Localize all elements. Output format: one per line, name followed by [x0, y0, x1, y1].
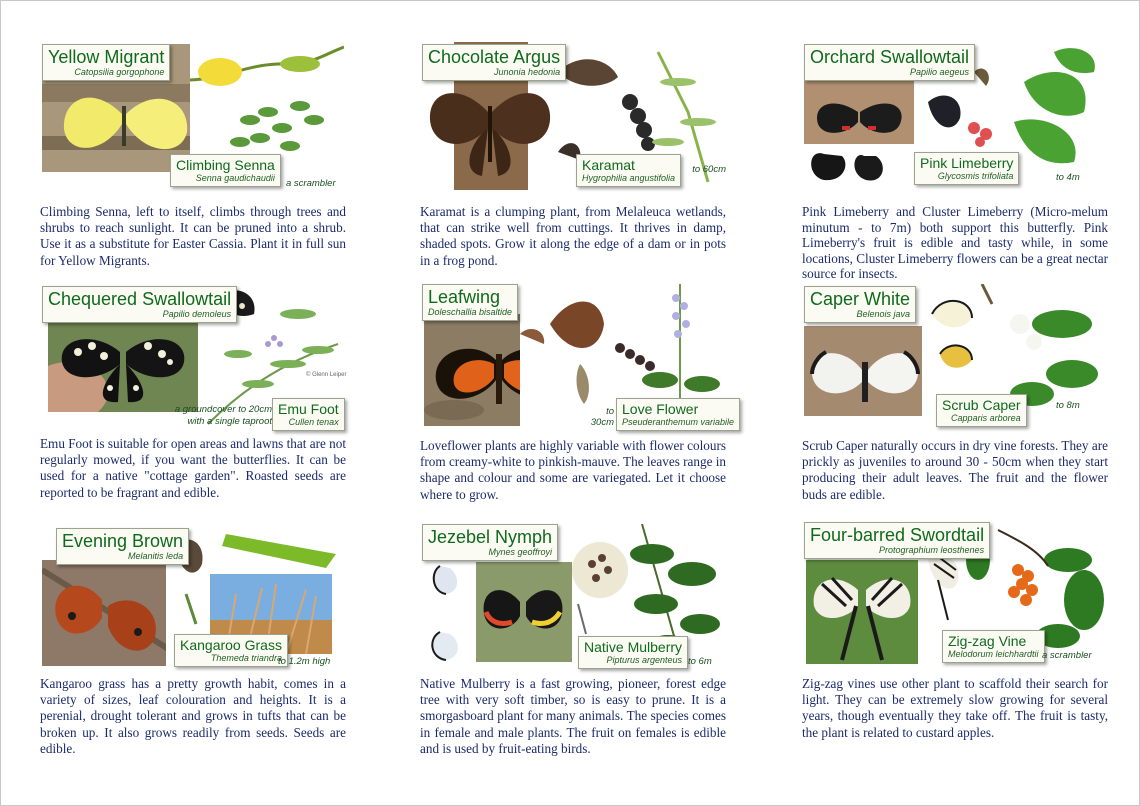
plant-scientific-name: Pipturus argenteus: [606, 655, 683, 665]
butterfly-photo: [804, 326, 928, 416]
butterfly-common-name: Four-barred Swordtail: [810, 525, 985, 545]
plant-scientific-name: Pseuderanthemum variabile: [622, 417, 735, 427]
butterfly-label: [422, 44, 566, 81]
plant-size-note: a scrambler: [1042, 650, 1092, 661]
plant-size-note: to 30cm: [590, 406, 614, 428]
butterfly-label: [804, 522, 990, 559]
card-description: Climbing Senna, left to itself, climbs through trees and shrubs to reach sunlight. It can be pruned into a shrub. Use it as a substitute for Easter Cassia. Plant it in full sun for Yellow Migrants.: [40, 204, 346, 268]
plant-label: [272, 398, 345, 431]
plant-common-name: Native Mulberry: [584, 639, 683, 655]
plant-label: [942, 630, 1045, 663]
photo-collage: [802, 520, 1108, 670]
butterfly-common-name: Jezebel Nymph: [428, 527, 553, 547]
plant-label: [576, 154, 681, 187]
plant-size-note: a scrambler: [286, 178, 336, 189]
butterfly-label: [56, 528, 189, 565]
plant-common-name: Scrub Caper: [942, 397, 1021, 413]
plant-common-name: Zig-zag Vine: [948, 633, 1027, 649]
plant-scientific-name: Melodorum leichhardtii: [948, 649, 1039, 659]
photo-collage: [802, 284, 1108, 434]
plant-size-note: to 6m: [688, 656, 712, 667]
butterfly-label: [804, 286, 916, 323]
photo-collage: [420, 42, 726, 192]
butterfly-common-name: Leafwing: [428, 287, 501, 307]
plant-label: [936, 394, 1027, 427]
butterfly-label: [422, 284, 518, 321]
butterfly-common-name: Caper White: [810, 289, 911, 309]
card-description: Kangaroo grass has a pretty growth habit, comes in a variety of sizes, leaf colouration and heights. It is a perenial, drought tolerant and grows in tufts that can be broken up. It also grows readily from seeds. Seeds are edible.: [40, 676, 346, 756]
card-description: Karamat is a clumping plant, from Melaleuca wetlands, that can strike well from cuttings. It thrives in damp, shaded spots. Grow it along the edge of a dam or in pots in a frog pond.: [420, 204, 726, 268]
butterfly-scientific-name: Junonia hedonia: [494, 67, 561, 77]
butterfly-scientific-name: Catopsilia gorgophone: [74, 67, 165, 77]
butterfly-common-name: Chequered Swallowtail: [48, 289, 232, 309]
plant-common-name: Emu Foot: [278, 401, 339, 417]
butterfly-photo: [420, 552, 572, 672]
plant-label: [616, 398, 740, 431]
butterfly-scientific-name: Belenois java: [856, 309, 911, 319]
butterfly-label: [42, 44, 170, 81]
butterfly-common-name: Yellow Migrant: [48, 47, 165, 67]
plant-scientific-name: Cullen tenax: [288, 417, 339, 427]
photo-collage: [40, 524, 346, 674]
plant-size-note: to 4m: [1056, 172, 1080, 183]
plant-label: [914, 152, 1019, 185]
plant-size-note: to 60cm: [692, 164, 726, 175]
photo-collage: [802, 42, 1108, 192]
plant-scientific-name: Hygrophilia angustifolia: [582, 173, 676, 183]
card-description: Zig-zag vines use other plant to scaffold their search for light. They can be extremely slow growing for several years, though eventually they take off. The fruit is tasty, the plant is related to custard apples.: [802, 676, 1108, 740]
plant-common-name: Kangaroo Grass: [180, 637, 282, 653]
butterfly-photo: [42, 560, 170, 666]
butterfly-scientific-name: Melanitis leda: [128, 551, 184, 561]
card-description: Pink Limeberry and Cluster Limeberry (Micro-melum minutum - to 7m) both support this butterfly. Pink Limeberry's fruit is edible and tasty while, in some locations, Cluster Limeberry flowers can be a great nectar source for insects.: [802, 204, 1108, 282]
plant-size-note: a groundcover to 20cm with a single taproot: [174, 404, 272, 427]
plant-common-name: Love Flower: [622, 401, 699, 417]
butterfly-scientific-name: Papilio demoleus: [162, 309, 232, 319]
butterfly-scientific-name: Doleschallia bisaltide: [428, 307, 513, 317]
plant-label: [578, 636, 688, 669]
photo-collage: [40, 42, 346, 192]
photo-collage: [40, 284, 346, 434]
plant-common-name: Karamat: [582, 157, 635, 173]
plant-scientific-name: Glycosmis trifoliata: [937, 171, 1014, 181]
butterfly-common-name: Orchard Swallowtail: [810, 47, 970, 67]
plant-size-note: to 8m: [1056, 400, 1080, 411]
photo-credit: © Glenn Leiper: [306, 372, 347, 378]
butterfly-scientific-name: Mynes geoffroyi: [488, 547, 553, 557]
card-description: Emu Foot is suitable for open areas and lawns that are not regularly mowed, if you want the butterflies. It can be used for a native "cottage garden". Roasted seeds are reported to be fragrant and edible.: [40, 436, 346, 500]
plant-label: [174, 634, 288, 667]
plant-scientific-name: Senna gaudichaudii: [195, 173, 275, 183]
photo-collage: [420, 284, 735, 434]
butterfly-scientific-name: Protographium leosthenes: [879, 545, 985, 555]
plant-label: [170, 154, 281, 187]
photo-collage: [420, 524, 726, 674]
butterfly-label: [804, 44, 975, 81]
plant-size-note: to 1.2m high: [278, 656, 331, 667]
butterfly-label: [42, 286, 237, 323]
butterfly-label: [422, 524, 558, 561]
card-description: Native Mulberry is a fast growing, pioneer, forest edge tree with very soft timber, so is easy to prune. It is a smorgasboard plant for many animals. The species comes in female and male plants. The fruit on females is edible and is used by fruit-eating birds.: [420, 676, 726, 756]
butterfly-common-name: Evening Brown: [62, 531, 184, 551]
card-description: Scrub Caper naturally occurs in dry vine forests. They are prickly as juveniles to around 30 - 50cm when they start producing their adult leaves. The fruit and the flower buds are edible.: [802, 438, 1108, 502]
card-description: Loveflower plants are highly variable with flower colours from creamy-white to pinkish-mauve. The leaves range in shape and colour and some are variegated. Let it choose where to grow.: [420, 438, 726, 502]
butterfly-scientific-name: Papilio aegeus: [910, 67, 970, 77]
plant-common-name: Pink Limeberry: [920, 155, 1014, 171]
plant-common-name: Climbing Senna: [176, 157, 275, 173]
butterfly-photo: [806, 560, 920, 664]
plant-scientific-name: Capparis arborea: [951, 413, 1021, 423]
plant-scientific-name: Themeda triandra: [210, 653, 282, 663]
butterfly-common-name: Chocolate Argus: [428, 47, 561, 67]
